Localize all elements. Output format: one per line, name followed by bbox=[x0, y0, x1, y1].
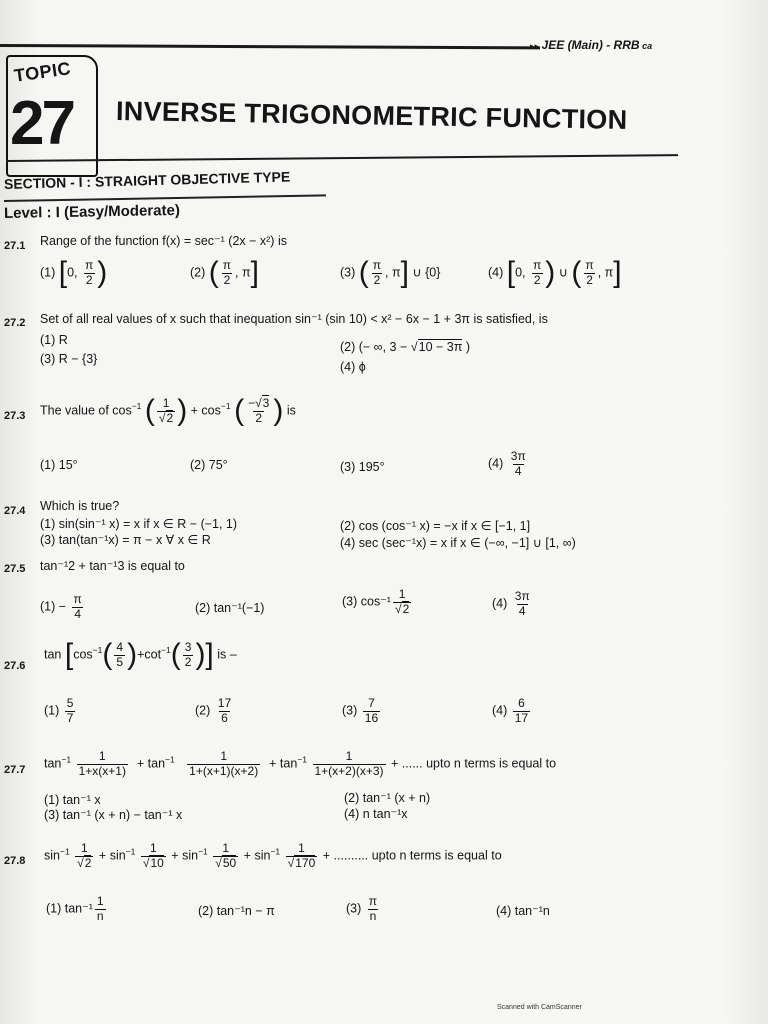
option-2: (2) cos (cos⁻¹ x) = −x if x ∈ [−1, 1] bbox=[340, 519, 531, 533]
question-text: $\sin^{-1}$ $\frac{1}{√2}$ + $\sin^{-1}$ $\frac{1}{√10}$ + $\sin^{-1}$ $\frac{1}{√50}$ + $\sin^{-1}$ $\frac{1}{√170}$ + .......... upto n terms is equal to bbox=[44, 841, 502, 870]
question-number: 27.1 bbox=[4, 240, 26, 252]
option-4: (4) n tan⁻¹x bbox=[344, 807, 408, 821]
option-3: (3) R − {3} bbox=[40, 352, 98, 366]
option-2: (2) 75° bbox=[190, 458, 228, 472]
topic-number: 27 bbox=[10, 89, 73, 158]
question-number: 27.2 bbox=[4, 317, 26, 329]
option-3: (3) tan(tan⁻¹x) = π − x ∀ x ∈ R bbox=[40, 533, 211, 547]
question-text: Which is true? bbox=[40, 499, 120, 513]
scanner-watermark: Scanned with CamScanner bbox=[497, 1004, 582, 1011]
option-1: (1) $\frac{5}{7}$ bbox=[44, 696, 74, 725]
option-1: (1) − $\frac{\pi}{4}$ bbox=[40, 592, 82, 621]
option-4: (4) $\frac{3\pi}{4}$ bbox=[492, 589, 530, 618]
question-number: 27.7 bbox=[4, 764, 26, 776]
question-text: tan⁻¹2 + tan⁻¹3 is equal to bbox=[40, 559, 185, 573]
option-3: (3) tan⁻¹ (x + n) − tan⁻¹ x bbox=[44, 808, 183, 822]
option-1: (1) [0, $\frac{\pi}{2}$ ) bbox=[40, 256, 108, 289]
option-1: (1) tan⁻¹ x bbox=[44, 793, 101, 807]
option-4: (4) tan⁻¹n bbox=[496, 904, 550, 918]
option-4: (4) ϕ bbox=[340, 360, 366, 374]
option-2: (2) tan⁻¹ (x + n) bbox=[344, 791, 431, 805]
question-text: $\tan [\cos^{-1}$( $\frac{4}{5}$ )$+\cot^{-1}$( $\frac{3}{2}$ )] is – bbox=[44, 638, 237, 671]
topic-label: TOPIC bbox=[12, 58, 73, 86]
option-3: (3) 195° bbox=[340, 460, 385, 474]
section-heading: SECTION - I : STRAIGHT OBJECTIVE TYPE bbox=[3, 168, 291, 192]
option-4: (4) $\frac{6}{17}$ bbox=[492, 696, 529, 725]
option-3: (3) ( $\frac{\pi}{2}$ , π] ∪ {0} bbox=[340, 256, 441, 289]
question-text: Range of the function f(x) = sec⁻¹ (2x − x²) is bbox=[40, 234, 287, 248]
option-3: (3) $\frac{\pi}{n}$ bbox=[346, 894, 378, 923]
question-number: 27.5 bbox=[4, 563, 26, 575]
question-text: The value of $\cos^{-1}$ ( $\frac{1}{√2}$ ) + $\cos^{-1}$ ( $\frac{-√3}{2}$ ) is bbox=[40, 394, 296, 427]
option-4: (4) [0, $\frac{\pi}{2}$ ) ∪ ( $\frac{\pi}{2}$ , π] bbox=[488, 256, 622, 289]
option-2: (2) tan⁻¹(−1) bbox=[195, 601, 265, 615]
option-2: (2) ( $\frac{\pi}{2}$ , π] bbox=[190, 256, 259, 289]
option-1: (1) tan⁻¹ $\frac{1}{n}$ bbox=[46, 894, 104, 923]
option-2: (2) (− ∞, 3 − √10 − 3π ) bbox=[340, 340, 471, 354]
question-number: 27.3 bbox=[4, 410, 26, 422]
book-header: ▸▸ JEE (Main) - RRB ca bbox=[530, 38, 653, 52]
question-text: $\tan^{-1}$ $\frac{1}{1+x(x+1)}$ + $\tan^{-1}$ $\frac{1}{1+(x+1)(x+2)}$ + $\tan^{-1}$ $\frac{1}{1+(x+2)(x+3)}$ + ...... upto n terms is equal to bbox=[44, 749, 557, 778]
page-title: INVERSE TRIGONOMETRIC FUNCTION bbox=[115, 96, 628, 135]
question-number: 27.4 bbox=[4, 505, 26, 517]
level-heading: Level : I (Easy/Moderate) bbox=[3, 201, 181, 222]
question-text: Set of all real values of x such that inequation sin⁻¹ (sin 10) < x² − 6x − 1 + 3π is satisfied, is bbox=[40, 312, 548, 326]
option-3: (3) $\frac{7}{16}$ bbox=[342, 696, 379, 725]
question-number: 27.8 bbox=[4, 855, 26, 867]
option-4: (4) sec (sec⁻¹x) = x if x ∈ (−∞, −1] ∪ [1, ∞) bbox=[340, 536, 576, 550]
option-4: (4) $\frac{3\pi}{4}$ bbox=[488, 449, 526, 478]
option-1: (1) 15° bbox=[40, 458, 78, 472]
option-2: (2) tan⁻¹n − π bbox=[198, 904, 275, 918]
option-2: (2) $\frac{17}{6}$ bbox=[195, 696, 232, 725]
option-1: (1) sin(sin⁻¹ x) = x if x ∈ R − (−1, 1) bbox=[40, 517, 238, 531]
option-1: (1) R bbox=[40, 333, 68, 347]
question-number: 27.6 bbox=[4, 660, 26, 672]
option-3: (3) cos⁻¹ $\frac{1}{√2}$ bbox=[342, 587, 410, 616]
